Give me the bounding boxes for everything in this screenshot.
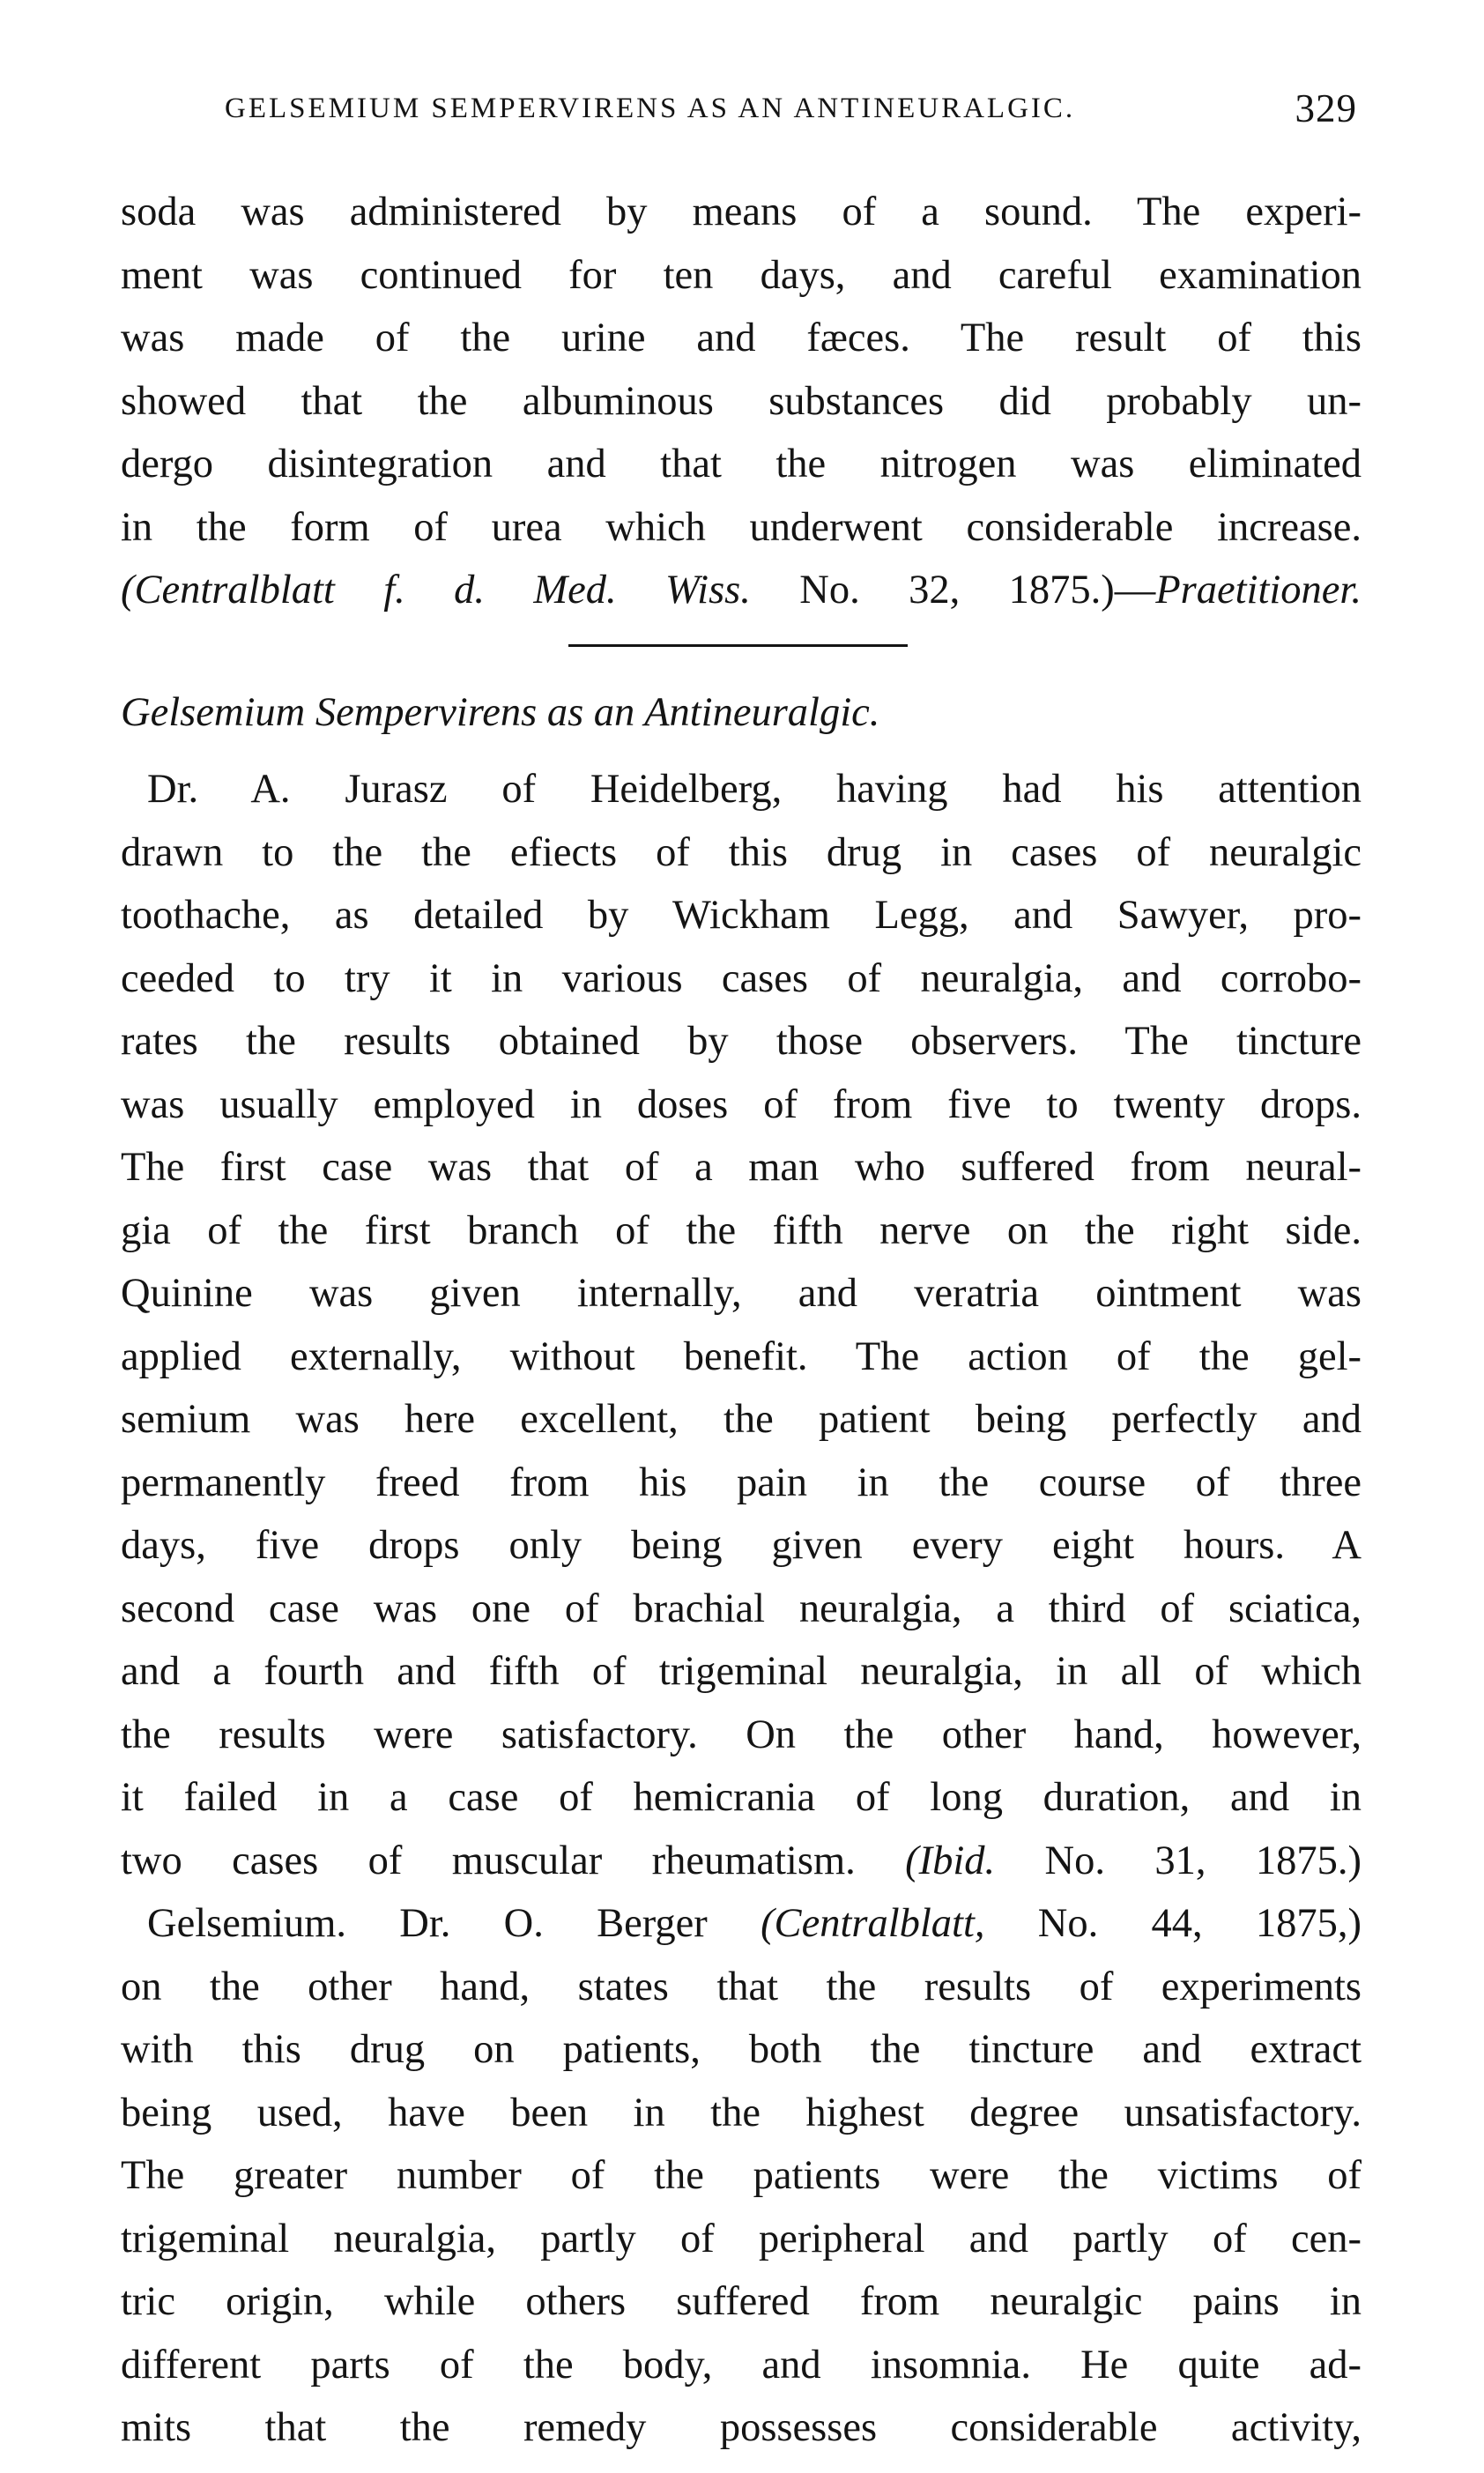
text-line: Dr. A. Jurasz of Heidelberg, having had his attention [147,767,1362,812]
text-line: with this drug on patients, both the tincture and extract [121,2027,1362,2072]
text-line: mits that the remedy possesses considerable activity, [121,2405,1362,2450]
text-line: rates the results obtained by those observers. The tincture [121,1019,1362,1064]
text-line: ceeded to try it in various cases of neuralgia, and corrobo- [121,955,1362,1001]
paragraph-1 [121,181,1362,622]
text-line: on the other hand, states that the results of experiments [121,1964,1362,2009]
text-line: days, five drops only being given every eight hours. A [121,1523,1362,1568]
page-number: 329 [1295,86,1357,130]
text-line: tric origin, while others suffered from neuralgic pains in [121,2279,1362,2324]
text-fragment: Gelsemium. Dr. O. Berger [147,1901,708,1946]
text-line: applied externally, without benefit. The action of the gel- [121,1333,1362,1379]
text-line: being used, have been in the highest degree unsatisfactory. [121,2090,1362,2135]
text-line: gia of the first branch of the fifth nerve on the right side. [121,1207,1362,1253]
paragraph-3-first-line [121,1892,1362,1956]
text-line: different parts of the body, and insomnia. He quite ad- [121,2342,1362,2388]
text-line: drawn to the the efiects of this drug in cases of neuralgic [121,829,1362,875]
text-line: trigeminal neuralgia, partly of peripheral and partly of cen- [121,2216,1362,2261]
text-line: the results were satisfactory. On the other hand, however, [121,1712,1362,1757]
text-line: ment was continued for ten days, and careful examination [121,252,1362,298]
text-line: toothache, as detailed by Wickham Legg, and Sawyer, pro- [121,893,1362,938]
text-line: The greater number of the patients were the victims of [121,2153,1362,2198]
citation-credit: Praetitioner. [1155,568,1362,613]
running-title: GELSEMIUM SEMPERVIRENS AS AN ANTINEURALGIC. [225,93,1076,124]
text-line: permanently freed from his pain in the course of three [121,1459,1362,1505]
text-line: semium was here excellent, the patient being perfectly and [121,1397,1362,1442]
text-fragment: two cases of muscular rheumatism. [121,1838,856,1883]
citation-number: No. 32, 1875.)— [799,568,1156,613]
citation-number: No. 31, 1875.) [1044,1838,1362,1883]
text-line: dergo disintegration and that the nitrogen was eliminated [121,442,1362,486]
citation-number: No. 44, 1875,) [1037,1901,1362,1946]
text-line: in the form of urea which underwent considerable increase. [121,504,1362,550]
text-line: it failed in a case of hemicrania of long duration, and in [121,1775,1362,1820]
text-line: Quinine was given internally, and veratria ointment was [121,1271,1362,1316]
section-divider [568,644,908,647]
paragraph-2 [121,758,1362,2460]
citation-line [121,1830,1362,1893]
section-heading: Gelsemium Sempervirens as an Antineuralgic. [121,690,880,735]
text-line: was made of the urine and fæces. The result of this [121,316,1362,360]
text-line: second case was one of brachial neuralgia, a third of sciatica, [121,1586,1362,1631]
citation-line [121,559,1362,622]
citation-source: (Centralblatt f. d. Med. Wiss. [121,568,751,613]
citation-source: (Centralblatt, [761,1901,985,1946]
citation-source: (Ibid. [905,1838,996,1883]
text-line: soda was administered by means of a sound. The experi- [121,189,1362,234]
text-line: showed that the albuminous substances did probably un- [121,378,1362,424]
text-line: was usually employed in doses of from five to twenty drops. [121,1081,1362,1127]
text-line: The first case was that of a man who suffered from neural- [121,1145,1362,1190]
text-line: and a fourth and fifth of trigeminal neuralgia, in all of which [121,1649,1362,1694]
